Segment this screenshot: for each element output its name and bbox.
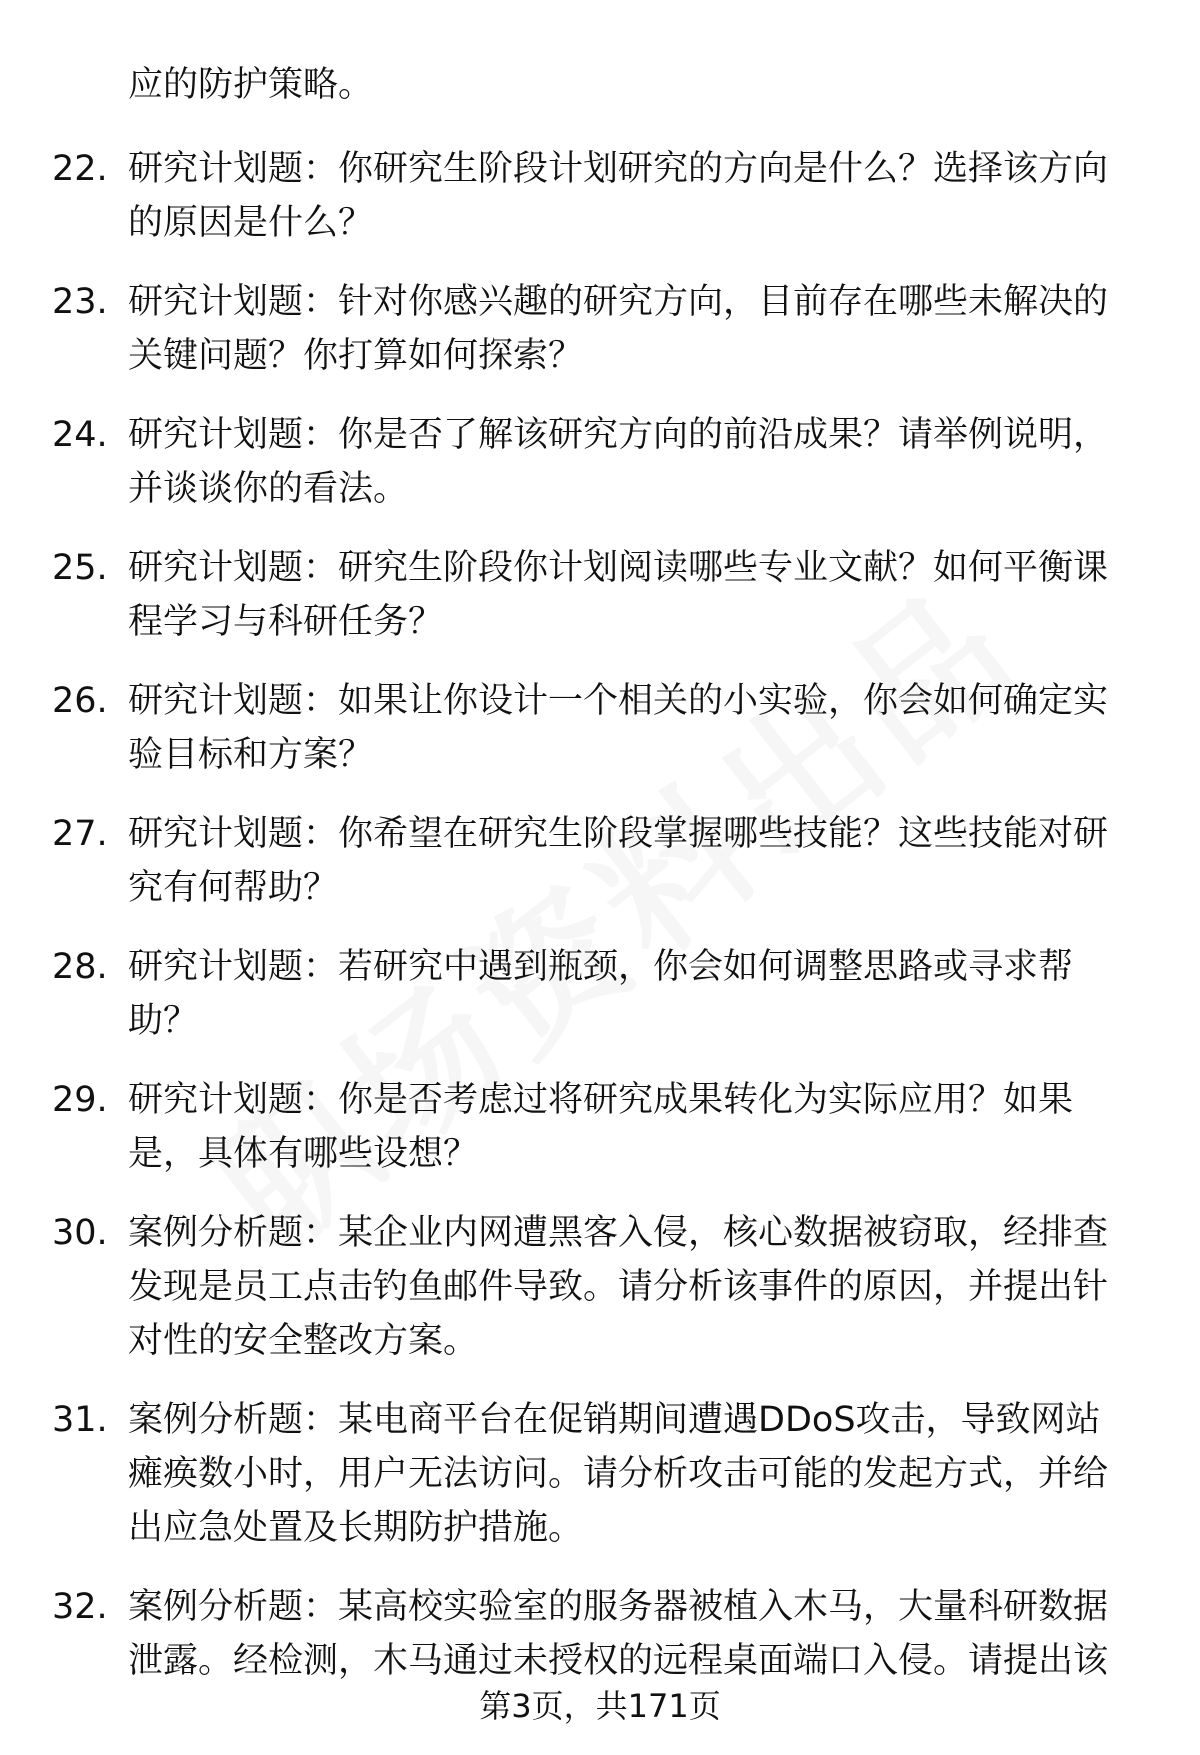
continuation-line: 应的防护策略。 — [128, 65, 374, 105]
question-text-line: 的原因是什么？ — [128, 203, 374, 243]
question-number: 28. — [52, 947, 108, 987]
question-number: 32. — [52, 1587, 108, 1627]
question-text-line: 研究计划题：研究生阶段你计划阅读哪些专业文献？如何平衡课 — [128, 548, 1109, 588]
question-text-line: 研究计划题：你希望在研究生阶段掌握哪些技能？这些技能对研 — [128, 814, 1109, 854]
question-number: 29. — [52, 1080, 108, 1120]
question-item — [0, 1206, 1200, 1368]
question-text-line: 研究计划题：你是否考虑过将研究成果转化为实际应用？如果 — [128, 1080, 1074, 1120]
question-text-line: 是，具体有哪些设想？ — [128, 1134, 479, 1174]
question-text-line: 研究计划题：若研究中遇到瓶颈，你会如何调整思路或寻求帮 — [128, 947, 1074, 987]
question-text-line: 发现是员工点击钓鱼邮件导致。请分析该事件的原因，并提出针 — [128, 1267, 1109, 1307]
question-text-line: 出应急处置及长期防护措施。 — [128, 1508, 584, 1548]
question-number: 30. — [52, 1213, 108, 1253]
question-text-line: 究有何帮助？ — [128, 868, 339, 908]
question-item — [0, 142, 1200, 250]
question-item — [0, 940, 1200, 1048]
question-text-line: 程学习与科研任务？ — [128, 602, 444, 642]
question-text-line: 案例分析题：某电商平台在促销期间遭遇DDoS攻击，导致网站 — [128, 1400, 1101, 1440]
question-text-line: 并谈谈你的看法。 — [128, 469, 409, 509]
question-item — [0, 541, 1200, 649]
question-text-line: 研究计划题：针对你感兴趣的研究方向，目前存在哪些未解决的 — [128, 282, 1109, 322]
question-text-line: 关键问题？你打算如何探索？ — [128, 336, 584, 376]
question-number: 31. — [52, 1400, 108, 1440]
question-text-line: 研究计划题：如果让你设计一个相关的小实验，你会如何确定实 — [128, 681, 1109, 721]
question-item — [0, 1073, 1200, 1181]
page-footer: 第3页，共171页 — [479, 1687, 721, 1725]
question-text-line: 研究计划题：你研究生阶段计划研究的方向是什么？选择该方向 — [128, 149, 1109, 189]
question-number: 22. — [52, 149, 108, 189]
question-item — [0, 408, 1200, 516]
question-text-line: 泄露。经检测，木马通过未授权的远程桌面端口入侵。请提出该 — [128, 1641, 1109, 1681]
question-text-line: 瘫痪数小时，用户无法访问。请分析攻击可能的发起方式，并给 — [128, 1454, 1109, 1494]
question-text-line: 验目标和方案？ — [128, 735, 374, 775]
question-item — [0, 1393, 1200, 1555]
question-number: 25. — [52, 548, 108, 588]
question-number: 27. — [52, 814, 108, 854]
question-item — [0, 674, 1200, 782]
question-text-line: 案例分析题：某高校实验室的服务器被植入木马，大量科研数据 — [128, 1587, 1109, 1627]
question-number: 23. — [52, 282, 108, 322]
question-text-line: 案例分析题：某企业内网遭黑客入侵，核心数据被窃取，经排查 — [128, 1213, 1109, 1253]
question-item — [0, 275, 1200, 383]
question-number: 26. — [52, 681, 108, 721]
question-item — [0, 1580, 1200, 1688]
question-item — [0, 807, 1200, 915]
question-text-line: 研究计划题：你是否了解该研究方向的前沿成果？请举例说明， — [128, 415, 1109, 455]
question-text-line: 助？ — [128, 1001, 199, 1041]
question-list — [0, 142, 1200, 1713]
question-text-line: 对性的安全整改方案。 — [128, 1321, 479, 1361]
question-number: 24. — [52, 415, 108, 455]
